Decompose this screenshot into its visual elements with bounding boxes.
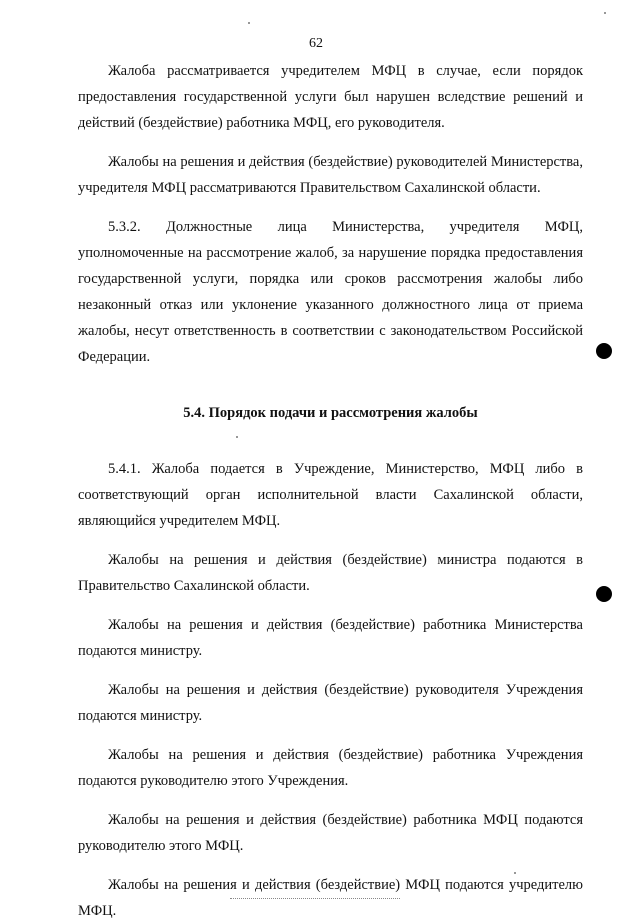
paragraph-minister-complaints: Жалобы на решения и действия (бездействие) министра подаются в Правительство Сахалинской области. — [78, 552, 583, 594]
paragraph-mfc-complaints: Жалобы на решения и действия (бездействие) МФЦ подаются учредителю МФЦ. — [78, 877, 583, 919]
scan-hole-mark-top — [596, 343, 612, 359]
paragraph-ministry-employee-complaints: Жалобы на решения и действия (бездействие) работника Министерства подаются министру. — [78, 617, 583, 659]
document-body — [78, 58, 583, 924]
page-number: 62 — [309, 36, 323, 51]
scan-speck — [248, 22, 250, 24]
paragraph-5-4-1: 5.4.1. Жалоба подается в Учреждение, Министерство, МФЦ либо в соответствующий орган исполнительной власти Сахалинской области, являющийся учредителем МФЦ. — [78, 461, 583, 529]
paragraph-complaint-founder: Жалоба рассматривается учредителем МФЦ в случае, если порядок предоставления государственной услуги был нарушен вследствие решений и действий (бездействие) работника МФЦ, его руководителя. — [78, 63, 583, 131]
paragraph-5-3-2: 5.3.2. Должностные лица Министерства, учредителя МФЦ, уполномоченные на рассмотрение жалоб, за нарушение порядка предоставления государственной услуги, порядка или сроков рассмотрения жалобы либо незаконный отказ или уклонение указанного должностного лица от приема жалобы, несут ответственность в соответствии с законодательством Российской Федерации. — [78, 219, 583, 365]
paragraph-mfc-employee-complaints: Жалобы на решения и действия (бездействие) работника МФЦ подаются руководителю этого МФЦ. — [78, 812, 583, 854]
scan-speck — [604, 12, 606, 14]
scan-hole-mark-bottom — [596, 586, 612, 602]
scan-speck — [236, 436, 238, 438]
scan-speck — [514, 872, 516, 874]
scan-bottom-edge — [230, 898, 400, 899]
paragraph-institution-head-complaints: Жалобы на решения и действия (бездействие) руководителя Учреждения подаются министру. — [78, 682, 583, 724]
section-heading-5-4: 5.4. Порядок подачи и рассмотрения жалобы — [183, 405, 478, 421]
paragraph-complaint-government: Жалобы на решения и действия (бездействие) руководителей Министерства, учредителя МФЦ рассматриваются Правительством Сахалинской области. — [78, 154, 583, 196]
paragraph-institution-employee-complaints: Жалобы на решения и действия (бездействие) работника Учреждения подаются руководителю этого Учреждения. — [78, 747, 583, 789]
